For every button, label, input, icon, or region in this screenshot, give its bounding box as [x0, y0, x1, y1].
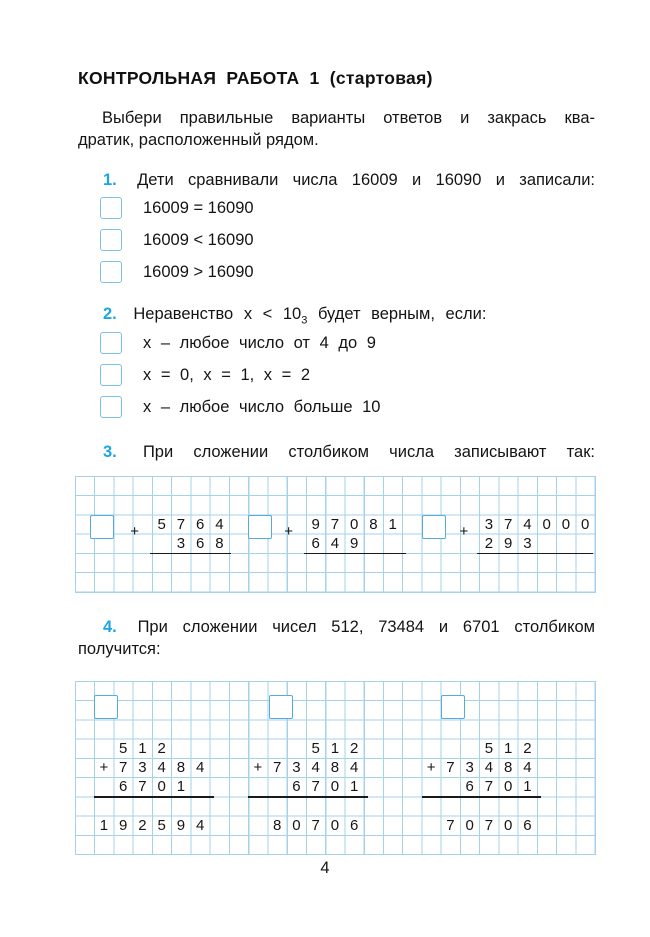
answer-checkbox[interactable] [100, 197, 122, 219]
grid-digit: 1 [138, 739, 147, 757]
answer-checkbox[interactable] [441, 695, 465, 719]
grid-digit: 0 [542, 515, 551, 533]
question-1-number: 1. [103, 171, 117, 189]
question-4-number: 4. [103, 618, 117, 636]
sum-underline [150, 553, 231, 555]
option-label: х – любое число больше 10 [143, 397, 381, 416]
grid-digit: 6 [118, 778, 128, 796]
grid-digit: 1 [349, 778, 359, 796]
grid-digit: 4 [349, 759, 359, 777]
grid-digit: 5 [157, 515, 166, 533]
grid-digit: 1 [330, 739, 340, 757]
grid-digit: 0 [465, 816, 474, 834]
grid-digit: 7 [484, 816, 494, 834]
grid-digit: 8 [369, 515, 378, 533]
grid-digit: 4 [523, 759, 532, 777]
question-1-heading [78, 170, 595, 192]
page-number: 4 [320, 859, 330, 877]
answer-checkbox[interactable] [248, 515, 272, 539]
grid-digit: 3 [292, 759, 301, 777]
intro-line-2: дратик, расположенный рядом. [78, 130, 319, 149]
question-2-text-after: будет верным, если: [307, 305, 487, 323]
answer-checkbox[interactable] [100, 396, 122, 418]
grid-digit: 3 [138, 759, 147, 777]
answer-checkbox[interactable] [422, 515, 446, 539]
answer-checkbox[interactable] [90, 515, 114, 539]
grid-digit: 3 [484, 515, 494, 533]
option-row [100, 261, 595, 283]
option-label: х – любое число от 4 до 9 [143, 333, 376, 352]
question-2-text: Неравенство х < 10 [133, 305, 302, 323]
grid-digit: 7 [311, 816, 320, 834]
plus-sign: + [130, 523, 140, 541]
subscript-3: 3 [301, 314, 308, 327]
intro-line-1: Выбери правильные варианты ответов и закрась ква- [102, 109, 595, 127]
grid-digit: 7 [446, 816, 455, 834]
grid-digit: 6 [311, 534, 320, 552]
grid-digit: 7 [503, 515, 513, 533]
grid-digit: 0 [561, 515, 571, 533]
question-2-number: 2. [103, 305, 117, 323]
option-label: х = 0, х = 1, х = 2 [143, 365, 311, 384]
question-3-heading [78, 442, 595, 464]
grid-digit: 2 [157, 739, 166, 757]
sum-underline [477, 553, 593, 555]
grid-digit: 6 [195, 515, 205, 533]
grid-digit: 4 [311, 759, 320, 777]
question-3-text: При сложении столбиком числа записывают так: [142, 443, 595, 461]
grid-digit: 2 [349, 739, 359, 757]
plus-sign: + [253, 759, 263, 777]
grid-digit: 6 [523, 816, 532, 834]
grid-digit: 3 [465, 759, 474, 777]
grid-digit: 8 [215, 534, 224, 552]
grid-digit: 8 [272, 816, 282, 834]
grid-digit: 2 [138, 816, 147, 834]
grid-digit: 0 [292, 816, 301, 834]
question-4-line-1 [78, 617, 595, 639]
sum-underline [94, 796, 213, 798]
grid-digit: 6 [349, 816, 359, 834]
grid-digit: 9 [503, 534, 513, 552]
grid-digit: 7 [446, 759, 455, 777]
grid-digit: 4 [195, 759, 205, 777]
option-row [100, 396, 595, 418]
grid-digit: 1 [99, 816, 109, 834]
grid-digit: 9 [176, 816, 186, 834]
grid-digit: 7 [311, 778, 320, 796]
plus-sign: + [426, 759, 436, 777]
grid-digit: 7 [176, 515, 186, 533]
grid-digit: 0 [503, 816, 513, 834]
answer-checkbox[interactable] [100, 364, 122, 386]
grid-digit: 6 [465, 778, 474, 796]
question-4-text: При сложении чисел 512, 73484 и 6701 столбиком [137, 618, 595, 636]
plus-sign: + [284, 523, 294, 541]
grid-digit: 4 [157, 759, 166, 777]
sum-underline [422, 796, 541, 798]
question-4-line-2: получится: [78, 639, 161, 658]
grid-digit: 7 [272, 759, 282, 777]
grid-digit: 4 [523, 515, 532, 533]
grid-digit: 9 [349, 534, 359, 552]
grid-digit: 4 [215, 515, 224, 533]
answer-checkbox[interactable] [94, 695, 118, 719]
option-label: 16009 > 16090 [143, 262, 254, 281]
plus-sign: + [99, 759, 109, 777]
grid-digit: 8 [330, 759, 340, 777]
grid-digit: 7 [118, 759, 128, 777]
answer-checkbox[interactable] [100, 332, 122, 354]
grid-digit: 2 [523, 739, 532, 757]
option-label: 16009 < 16090 [143, 230, 254, 249]
grid-digit: 1 [503, 739, 513, 757]
question-3-number: 3. [103, 443, 117, 461]
option-row [100, 332, 595, 354]
grid-digit: 5 [118, 739, 128, 757]
grid-digit: 6 [195, 534, 205, 552]
grid-digit: 5 [311, 739, 320, 757]
grid-digit: 5 [484, 739, 494, 757]
grid-digit: 0 [503, 778, 513, 796]
answer-checkbox[interactable] [100, 229, 122, 251]
intro-paragraph [78, 108, 595, 151]
option-row [100, 364, 595, 386]
grid-digit: 3 [523, 534, 532, 552]
grid-digit: 1 [388, 515, 397, 533]
grid-digit: 7 [484, 778, 494, 796]
answer-checkbox[interactable] [100, 261, 122, 283]
grid-digit: 9 [311, 515, 320, 533]
question-2-heading [78, 304, 595, 332]
grid-digit: 3 [176, 534, 186, 552]
grid-digit: 1 [523, 778, 532, 796]
grid-digit: 2 [484, 534, 494, 552]
grid-digit: 5 [157, 816, 166, 834]
option-label: 16009 = 16090 [143, 198, 254, 217]
page-title: КОНТРОЛЬНАЯ РАБОТА 1 (стартовая) [78, 68, 433, 88]
grid-digit: 0 [330, 778, 340, 796]
grid-digit: 1 [176, 778, 186, 796]
grid-digit: 8 [503, 759, 513, 777]
grid-digit: 0 [349, 515, 359, 533]
addition-grid-q3 [75, 476, 596, 593]
grid-digit: 6 [292, 778, 301, 796]
question-4-heading [78, 617, 595, 660]
option-row [100, 229, 595, 251]
question-2-options [78, 332, 595, 428]
sum-underline [304, 553, 406, 555]
grid-digit: 0 [580, 515, 590, 533]
question-1-text: Дети сравнивали числа 16009 и 16090 и записали: [137, 171, 596, 189]
grid-digit: 7 [138, 778, 147, 796]
grid-digit: 8 [176, 759, 186, 777]
answer-checkbox[interactable] [269, 695, 293, 719]
grid-digit: 0 [157, 778, 166, 796]
option-row [100, 197, 595, 219]
addition-grid-q4 [75, 681, 596, 855]
grid-digit: 7 [330, 515, 340, 533]
plus-sign: + [459, 523, 469, 541]
grid-digit: 0 [330, 816, 340, 834]
grid-digit: 4 [195, 816, 205, 834]
grid-digit: 9 [118, 816, 128, 834]
sum-underline [248, 796, 367, 798]
grid-digit: 4 [330, 534, 340, 552]
grid-digit: 4 [484, 759, 494, 777]
question-1-options [78, 197, 595, 293]
